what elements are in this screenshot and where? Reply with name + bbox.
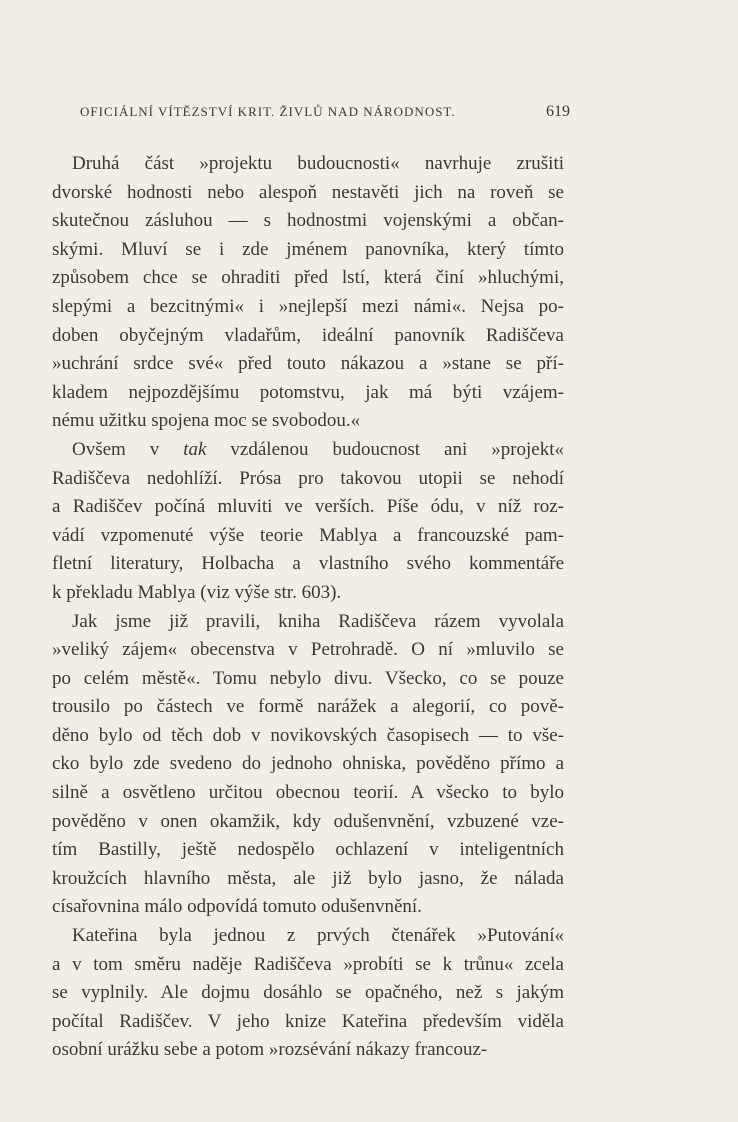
text-line: k překladu Mablya (viz výše str. 603).	[52, 581, 342, 603]
paragraph	[52, 922, 564, 1065]
text-line: a Radiščev počíná mluviti ve verších. Píše ódu, v níž roz-	[52, 496, 564, 518]
text-line: způsobem chce se ohraditi před lstí, která činí »hluchými,	[52, 267, 564, 289]
text-line: císařovnina málo odpovídá tomuto odušenvnění.	[52, 896, 422, 918]
text-line: trousilo po částech ve formě narážek a alegorií, co pově-	[52, 696, 564, 718]
text-line: vádí vzpomenuté výše teorie Mablya a francouzské pam-	[52, 524, 564, 546]
text-line: kroužcích hlavního města, ale již bylo jasno, že nálada	[52, 867, 564, 889]
text-line: fletní literatury, Holbacha a vlastního svého kommentáře	[52, 553, 564, 575]
text-line: »veliký zájem« obecenstva v Petrohradě. O ní »mluvilo se	[52, 639, 564, 661]
text-line: Druhá část »projektu budoucnosti« navrhuje zrušiti	[72, 153, 564, 174]
text-line: dvorské hodnosti nebo alespoň nestavěti jich na roveň se	[52, 181, 564, 203]
paragraph	[52, 436, 564, 608]
text-line: Jak jsme již pravili, kniha Radiščeva rázem vyvolala	[72, 610, 564, 632]
text-line: se vyplnily. Ale dojmu dosáhlo se opačného, než s jakým	[52, 982, 564, 1004]
text-line: skými. Mluví se i zde jménem panovníka, který tímto	[52, 238, 564, 260]
text-line: skutečnou zásluhou — s hodnostmi vojenskými a občan-	[52, 210, 564, 232]
text-line: doben obyčejným vladařům, ideální panovník Radiščeva	[52, 324, 564, 346]
page-number: 619	[546, 103, 570, 120]
text-line: Radiščeva nedohlíží. Prósa pro takovou utopii se nehodí	[52, 467, 564, 489]
text-line: po celém městě«. Tomu nebylo divu. Všecko, co se pouze	[52, 667, 564, 689]
running-header	[80, 103, 570, 121]
text-line: tím Bastilly, ještě nedospělo ochlazení v inteligentních	[52, 839, 564, 861]
running-title: OFICIÁLNÍ VÍTĚZSTVÍ KRIT. ŽIVLŮ NAD NÁRODNOST.	[80, 104, 456, 119]
paragraph	[52, 608, 564, 923]
text-line: cko bylo zde svedeno do jednoho ohniska, pověděno přímo a	[52, 753, 564, 775]
text-line: nému užitku spojena moc se svobodou.«	[52, 410, 361, 432]
text-line: kladem nejpozdějšímu potomstvu, jak má býti vzájem-	[52, 381, 564, 403]
text-line: Kateřina byla jednou z prvých čtenářek »Putování«	[72, 925, 564, 947]
text-line: slepými a bezcitnými« i »nejlepší mezi námi«. Nejsa po-	[52, 295, 564, 317]
text-line: pověděno v onen okamžik, kdy odušenvnění, vzbuzené vze-	[52, 810, 564, 832]
text-line: silně a osvětleno určitou obecnou teorií. A všecko to bylo	[52, 782, 564, 804]
paragraph	[52, 150, 564, 436]
text-line: a v tom směru naděje Radiščeva »probíti se k trůnu« zcela	[52, 953, 564, 975]
text-line: Ovšem v tak vzdálenou budoucnost ani »projekt«	[72, 438, 565, 460]
body-text	[52, 150, 564, 1065]
text-line: děno bylo od těch dob v novikovských časopisech — to vše-	[52, 724, 564, 746]
text-line: osobní urážku sebe a potom »rozsévání nákazy francouz-	[52, 1039, 488, 1061]
text-line: počítal Radiščev. V jeho knize Kateřina především viděla	[52, 1010, 564, 1032]
text-line: »uchrání srdce své« před touto nákazou a »stane se pří-	[52, 353, 564, 375]
